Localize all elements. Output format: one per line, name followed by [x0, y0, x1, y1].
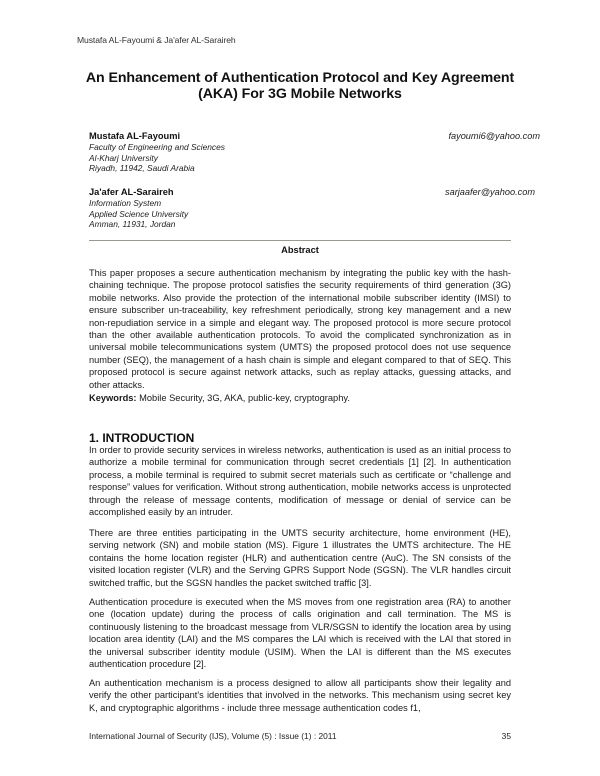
title-line-2: (AKA) For 3G Mobile Networks — [198, 86, 402, 102]
author-email: fayoumi6@yahoo.com — [448, 131, 540, 141]
section-heading: 1. INTRODUCTION — [89, 431, 195, 445]
body-paragraph: In order to provide security services in wireless networks, authentication is used as an initial process to authorize a mobile terminal for communication through secret credentials [1] [2]. In authentication process, a mobile terminal is required to submit secret materials such as certificate or “challenge and response” values for verification. Without strong authentication, mobile networks access is unprotected through the release of message contents, modification of message or denial of service can be accomplished easily by an intruder. — [89, 445, 511, 518]
author-affiliation: Amman, 11931, Jordan — [89, 219, 176, 229]
paper-title — [60, 70, 540, 102]
author-affiliation: Al-Kharj University — [89, 152, 158, 163]
page-number: 35 — [501, 731, 511, 741]
keywords-label: Keywords: — [89, 393, 137, 403]
footer-journal: International Journal of Security (IJS), Volume (5) : Issue (1) : 2011 — [89, 731, 337, 741]
author-name: Ja'afer AL-Saraireh — [89, 187, 174, 197]
keywords — [89, 393, 511, 403]
abstract-text: This paper proposes a secure authentication mechanism by integrating the public key with the hash-chaining technique. The propose protocol satisfies the security requirements of third generation (3G) mobile networks. Also provide the protection of the international mobile subscriber identity (IMSI) to ensure subscriber un-traceability, key refreshment periodically, strong key management and a new non-repudiation service in a simple and elegant way. The proposed protocol is more secure protocol than the other available authentication protocols. To avoid the complicated synchronization as in universal mobile telecommunications system (UMTS) the proposed protocol does not use sequence number (SEQ), the management of a hash chain is simple and elegant compared to that of SEQ. This proposed protocol is secure against network attacks, such as replay attacks, guessing attacks, and other attacks. — [89, 268, 511, 390]
author-email: sarjaafer@yahoo.com — [444, 187, 535, 197]
abstract-heading: Abstract — [281, 245, 319, 255]
author-affiliation: Faculty of Engineering and Sciences — [89, 142, 225, 152]
title-line-1: An Enhancement of Authentication Protocol and Key Agreement — [85, 70, 515, 86]
keywords-text: Mobile Security, 3G, AKA, public-key, cryptography. — [136, 393, 350, 403]
author-affiliation: Information System — [89, 198, 162, 208]
author-block-2 — [89, 187, 432, 230]
author-block-1 — [89, 131, 432, 174]
author-name: Mustafa AL-Fayoumi — [89, 131, 181, 141]
running-head: Mustafa AL-Fayoumi & Ja'afer AL-Saraireh — [77, 35, 236, 45]
body-paragraph: Authentication procedure is executed when the MS moves from one registration area (RA) to another one (location update) during the process of calls origination and call termination. The MS is continuously listening to the broadcast message from VLR/SGSN to identify the location area by using location area identity (LAI) and the MS compares the LAI which is received with the LAI that stored in the universal subscriber identity module (USIM). When the LAI is different than the MS executes authentication procedure [2]. — [89, 597, 511, 670]
body-paragraph: An authentication mechanism is a process designed to allow all participants show their legality and verify the other participant's identities that involved in the networks. This mechanism using secret key K, and cryptographic algorithms - include three message authentication codes f1, — [89, 678, 511, 713]
divider — [89, 240, 511, 241]
author-affiliation: Riyadh, 11942, Saudi Arabia — [89, 163, 195, 173]
body-paragraph: There are three entities participating in the UMTS security architecture, home environment (HE), serving network (SN) and mobile station (MS). Figure 1 illustrates the UMTS architecture. The HE contains the home location register (HLR) and authentication centre (AuC). The SN consists of the visited location register (VLR) and the Serving GPRS Support Node (SGSN). The VLR handles circuit switched traffic, but the SGSN handles the packet switched traffic [3]. — [89, 528, 511, 588]
author-affiliation: Applied Science University — [89, 208, 189, 219]
